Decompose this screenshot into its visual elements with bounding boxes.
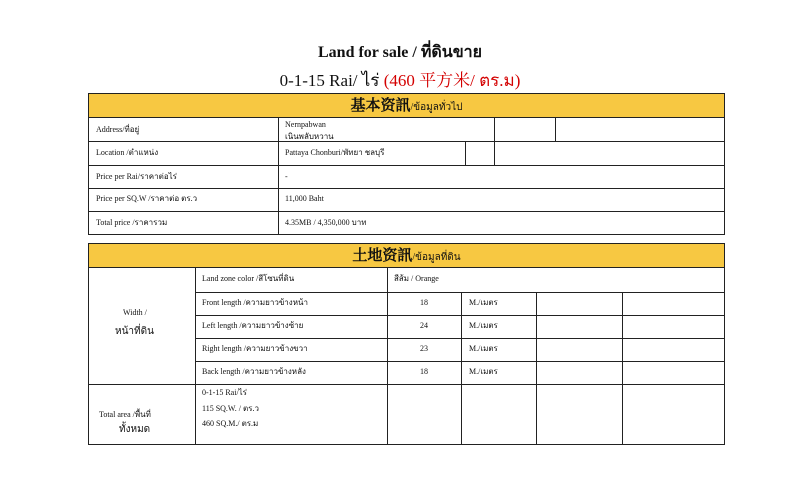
land-info-subtitle: /ข้อมูลที่ดิน xyxy=(412,252,461,263)
total-area-rai: 0-1-15 Rai/ไร่ xyxy=(202,388,247,397)
address-value-en: Nernpabwan xyxy=(285,120,326,129)
divider xyxy=(555,118,556,141)
location-label: Location /ตำแหน่ง xyxy=(96,148,159,157)
total-price-value: 4.35MB / 4,350,000 บาท xyxy=(285,218,367,227)
divider xyxy=(89,384,724,385)
total-area-label-th: ทั้งหมด xyxy=(119,424,151,435)
address-value-th: เนินพลับหวาน xyxy=(285,132,334,141)
land-info-header xyxy=(89,244,724,268)
back-length-value: 18 xyxy=(420,367,428,376)
left-length-value: 24 xyxy=(420,321,428,330)
price-per-sqw-label: Price per SQ.W /ราคาต่อ ตร.ว xyxy=(96,194,198,203)
right-length-label: Right length /ความยาวข้างขวา xyxy=(202,344,308,353)
divider xyxy=(536,292,537,444)
price-per-rai-value: - xyxy=(285,172,288,181)
zone-label: Land zone color /สีโซนที่ดิน xyxy=(202,274,295,283)
general-info-header xyxy=(89,94,724,118)
back-length-label: Back length /ความยาวข้างหลัง xyxy=(202,367,306,376)
price-per-rai-label: Price per Rai/ราคาต่อไร่ xyxy=(96,172,177,181)
general-info-table xyxy=(88,93,725,235)
left-length-unit: M./เมตร xyxy=(469,321,498,330)
divider xyxy=(89,141,724,142)
location-value: Pattaya Chonburi/พัทยา ชลบุรี xyxy=(285,148,385,157)
total-area-sqw: 115 SQ.W. / ตร.ว xyxy=(202,404,259,413)
front-length-value: 18 xyxy=(420,298,428,307)
divider xyxy=(195,268,196,444)
land-area-sqm: (460 平方米/ ตร.ม) xyxy=(383,71,521,90)
divider xyxy=(89,188,724,189)
zone-value: สีส้ม / Orange xyxy=(394,274,439,283)
address-label: Address/ที่อยู่ xyxy=(96,125,140,134)
divider xyxy=(465,142,466,165)
divider xyxy=(195,361,724,362)
divider xyxy=(89,165,724,166)
divider xyxy=(387,268,388,444)
divider xyxy=(89,211,724,212)
general-info-title: 基本资訊 xyxy=(350,98,411,114)
divider xyxy=(494,118,495,165)
width-label-th: หน้าที่ดิน xyxy=(115,326,154,337)
right-length-unit: M./เมตร xyxy=(469,344,498,353)
divider xyxy=(195,292,724,293)
left-length-label: Left length /ความยาวข้างซ้าย xyxy=(202,321,304,330)
divider xyxy=(278,118,279,235)
land-info-title: 土地资訊 xyxy=(352,248,413,264)
divider xyxy=(195,338,724,339)
page-title: Land for sale / ที่ดินขาย xyxy=(318,44,482,61)
total-price-label: Total price /ราคารวม xyxy=(96,218,168,227)
total-area-label-en: Total area /พื้นที่ xyxy=(99,410,151,419)
price-per-sqw-value: 11,000 Baht xyxy=(285,194,324,203)
front-length-label: Front length /ความยาวข้างหน้า xyxy=(202,298,308,307)
land-info-table xyxy=(88,243,725,445)
total-area-sqm: 460 SQ.M./ ตร.ม xyxy=(202,419,259,428)
width-label-en: Width / xyxy=(123,308,147,317)
divider xyxy=(195,315,724,316)
land-size: 0-1-15 Rai/ ไร่ xyxy=(279,71,380,90)
front-length-unit: M./เมตร xyxy=(469,298,498,307)
back-length-unit: M./เมตร xyxy=(469,367,498,376)
general-info-subtitle: /ข้อมูลทั่วไป xyxy=(410,102,463,113)
page-subtitle xyxy=(0,66,800,94)
divider xyxy=(461,292,462,444)
divider xyxy=(622,292,623,444)
right-length-value: 23 xyxy=(420,344,428,353)
